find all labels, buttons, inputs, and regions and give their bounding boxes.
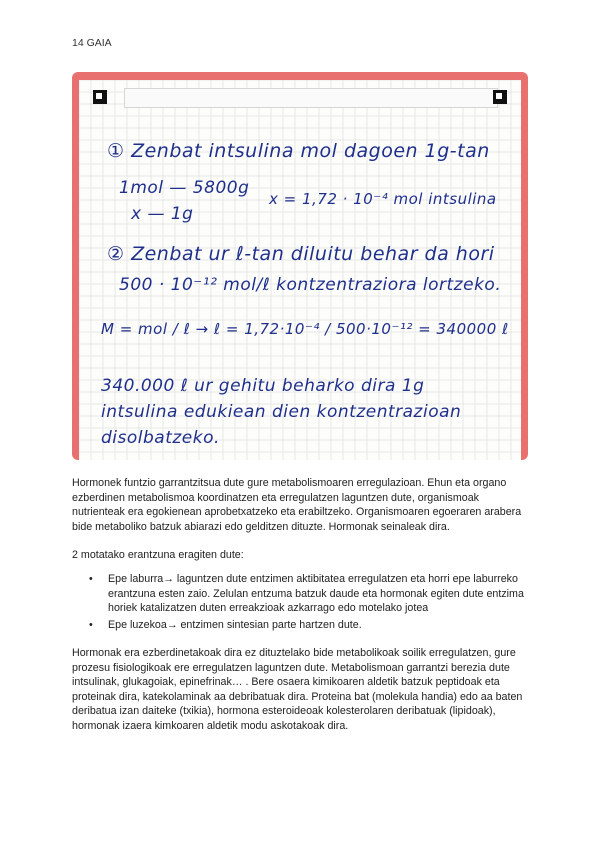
page-header: 14 GAIA [72,37,112,49]
paragraph-2-text: 2 motatako erantzuna eragiten dute: [72,549,244,561]
paragraph-3-text: Hormonak era ezberdinetakoak dira ez dituztelako bide metabolikoak soilik erregulatzen, gure prozesu fisiologikoak ere erregulatzen laguntzen dute. Metabolismoan garrantzi berezia dute intsulinak, glukagoiak, epinefrinak… . Bere osaera kimikoaren aldetik batzuk peptidoak eta proteinak dira, katekolaminak aa debribatuak dira. Proteina bat (molekula handia) edo aa baten deribatua izan daiteke (txikia), hormona esteroideoak kolesterolaren deribatuak (lipidoak), hormonak izaera kimkoaren aldetik modu askotakoak dira. [72,647,523,732]
hw-line-9: intsulina edukiean dien kontzentrazioan [101,402,462,422]
list-item: • Epe luzekoa→ entzimen sintesian parte hartzen dute. [72,618,532,633]
corner-marker-icon [493,90,507,104]
notebook-image [72,72,528,460]
paragraph-1 [72,476,532,534]
hw-line-7: M = mol / ℓ → ℓ = 1,72·10⁻⁴ / 500·10⁻¹² = 340000 ℓ [101,320,509,338]
paragraph-1-text: Hormonek funtzio garrantzitsua dute gure metabolismoaren erregulazioan. Ehun eta organo ezberdinen metabolismoa koordinatzen eta erregulatzen laguntzen dute, organismoak nutrienteak era egokienean aprobetxatzeko eta erabiltzeko. Organismoaren egoeraren arabera bide metaboliko batzuk abiarazi edo gelditzen dituzte. Hormonak seinaleak dira. [72,477,522,533]
paragraph-3 [72,646,532,734]
hw-line-10: disolbatzeko. [101,428,220,448]
list-item: • Epe laburra→ laguntzen dute entzimen aktibitatea erregulatzen eta horri epe laburreko erantzuna esten zaio. Zelulan entzuma batzuk daude eta hormonak egiten dute entzima horiek katalizatzen duten erreakzioak azkarrago edo motelako jotea [72,572,532,616]
hw-line-2: 1mol — 5800g [119,178,250,198]
response-list [72,572,532,634]
notebook-paper [79,80,521,460]
hw-line-6: 500 · 10⁻¹² mol/ℓ kontzentraziora lortzeko. [119,275,502,295]
hw-line-8: 340.000 ℓ ur gehitu beharko dira 1g [101,376,425,396]
hw-line-5: ② Zenbat ur ℓ-tan diluitu behar da hori [107,243,495,265]
hw-line-1: ① Zenbat intsulina mol dagoen 1g-tan [107,140,490,162]
notebook-top-bar [124,88,498,108]
paragraph-2 [72,548,532,563]
hw-line-3: x — 1g [131,204,194,224]
corner-marker-icon [93,90,107,104]
hw-line-4: x = 1,72 · 10⁻⁴ mol intsulina [269,190,497,208]
